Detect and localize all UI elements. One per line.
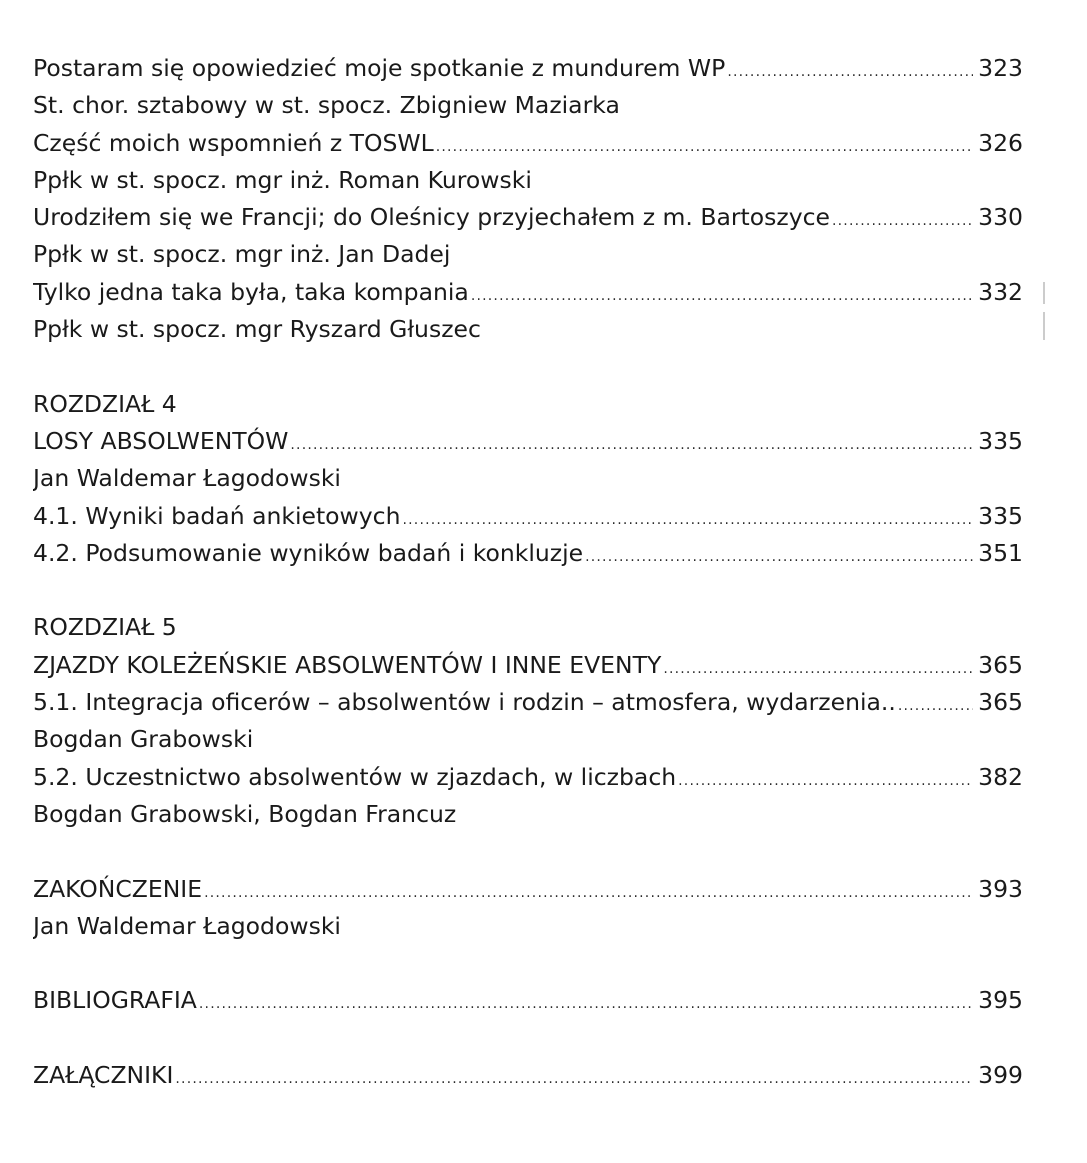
toc-entry [33, 982, 1023, 1019]
dot-leader [436, 129, 973, 162]
dot-leader [290, 427, 973, 460]
dot-leader [204, 875, 973, 908]
toc-entry [33, 274, 1023, 311]
toc-entry [33, 125, 1023, 162]
toc-entry [33, 498, 1023, 535]
entry-title: Część moich wspomnień z TOSWL [33, 128, 434, 157]
section-title: 5.1. Integracja oficerów – absolwentów i rodzin – atmosfera, wydarzenia.. [33, 688, 896, 717]
page-number: 335 [978, 426, 1023, 455]
entry-title: Urodziłem się we Francji; do Oleśnicy przyjechałem z m. Bartoszyce [33, 203, 830, 232]
dot-leader [832, 203, 973, 236]
toc-entry [33, 1057, 1023, 1094]
entry-author: Bogdan Grabowski [33, 725, 254, 754]
page-number: 323 [978, 54, 1023, 82]
page-number: 332 [978, 277, 1023, 306]
spacer [33, 833, 1023, 870]
spacer [33, 348, 1023, 385]
page-number: 326 [978, 128, 1023, 157]
dot-leader [175, 1061, 973, 1094]
entry-title: Tylko jedna taka była, taka kompania [33, 277, 469, 306]
section-title: 4.2. Podsumowanie wyników badań i konkluzje [33, 538, 584, 567]
chapter-title: ZAKOŃCZENIE [33, 874, 203, 903]
toc-entry [33, 871, 1023, 908]
scan-artifact [1043, 312, 1045, 340]
page-number: 335 [978, 501, 1023, 530]
page-number: 399 [978, 1061, 1023, 1090]
page-number: 351 [978, 538, 1023, 567]
page-number: 393 [978, 874, 1023, 903]
dot-leader [585, 539, 973, 572]
entry-author: Ppłk w st. spocz. mgr inż. Jan Dadej [33, 240, 451, 269]
entry-author: Jan Waldemar Łagodowski [33, 911, 341, 940]
entry-author: Ppłk w st. spocz. mgr Ryszard Głuszec [33, 315, 481, 344]
chapter-title: BIBLIOGRAFIA [33, 986, 197, 1015]
page-number: 365 [978, 688, 1023, 717]
entry-author: Ppłk w st. spocz. mgr inż. Roman Kurowski [33, 165, 532, 194]
page-number: 395 [978, 986, 1023, 1015]
entry-author: Bogdan Grabowski, Bogdan Francuz [33, 799, 457, 828]
dot-leader [199, 986, 973, 1019]
scan-artifact [1043, 282, 1045, 304]
entry-author: Jan Waldemar Łagodowski [33, 464, 341, 493]
chapter-title: LOSY ABSOLWENTÓW [33, 426, 289, 455]
toc-entry [33, 647, 1023, 684]
entry-title: Postaram się opowiedzieć moje spotkanie z mundurem WP [33, 54, 726, 82]
dot-leader [471, 278, 973, 311]
page-number: 365 [978, 650, 1023, 679]
toc-entry [33, 535, 1023, 572]
toc-entry [33, 684, 1023, 721]
spacer [33, 945, 1023, 982]
dot-leader [898, 688, 973, 721]
section-title: 5.2. Uczestnictwo absolwentów w zjazdach, w liczbach [33, 762, 677, 791]
chapter-heading: ROZDZIAŁ 5 [33, 613, 177, 642]
dot-leader [678, 763, 973, 796]
toc-entry [33, 759, 1023, 796]
dot-leader [403, 502, 974, 535]
chapter-title: ZJAZDY KOLEŻEŃSKIE ABSOLWENTÓW I INNE EVENTY [33, 650, 662, 679]
page-number: 330 [978, 203, 1023, 232]
spacer [33, 1020, 1023, 1057]
toc-entry [33, 50, 1023, 87]
chapter-title: ZAŁĄCZNIKI [33, 1061, 174, 1090]
table-of-contents [33, 50, 1023, 1094]
dot-leader [663, 651, 973, 684]
chapter-heading: ROZDZIAŁ 4 [33, 389, 177, 418]
section-title: 4.1. Wyniki badań ankietowych [33, 501, 401, 530]
dot-leader [727, 54, 973, 87]
page-number: 382 [978, 762, 1023, 791]
spacer [33, 572, 1023, 609]
entry-author: St. chor. sztabowy w st. spocz. Zbigniew Maziarka [33, 91, 620, 120]
toc-entry [33, 423, 1023, 460]
toc-entry [33, 199, 1023, 236]
